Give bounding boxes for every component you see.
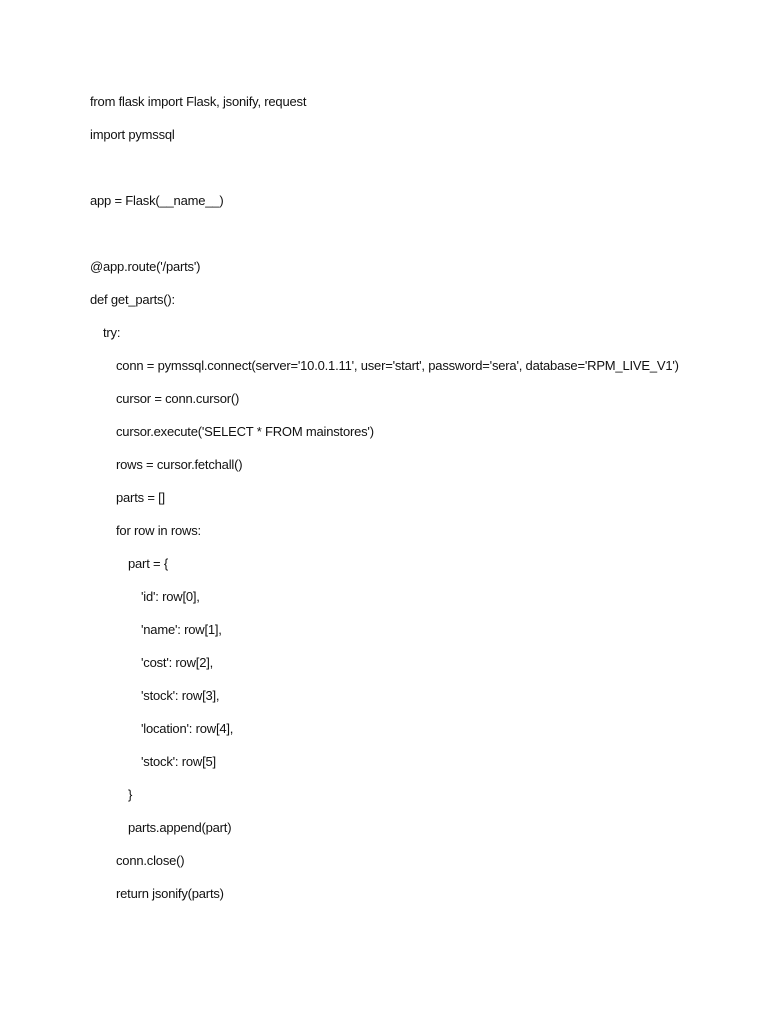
code-line-dict-cost: 'cost': row[2], — [141, 655, 214, 670]
code-line-part-dict-close: } — [128, 787, 133, 802]
code-line-try: try: — [103, 325, 121, 340]
code-line-def-get-parts: def get_parts(): — [90, 292, 175, 307]
code-line-part-dict-open: part = { — [128, 556, 168, 571]
code-line-app-init: app = Flask(__name__) — [90, 193, 224, 208]
code-line-import-flask: from flask import Flask, jsonify, request — [90, 94, 307, 109]
code-line-execute: cursor.execute('SELECT * FROM mainstores') — [116, 424, 374, 439]
code-line-dict-name: 'name': row[1], — [141, 622, 222, 637]
code-line-parts-list: parts = [] — [116, 490, 165, 505]
code-line-connect: conn = pymssql.connect(server='10.0.1.11', user='start', password='sera', database='RPM_LIVE_V1') — [116, 358, 679, 373]
code-line-route-decorator: @app.route('/parts') — [90, 259, 201, 274]
code-line-return: return jsonify(parts) — [116, 886, 224, 901]
code-line-cursor: cursor = conn.cursor() — [116, 391, 240, 406]
code-line-dict-location: 'location': row[4], — [141, 721, 234, 736]
code-line-dict-id: 'id': row[0], — [141, 589, 200, 604]
code-line-for-loop: for row in rows: — [116, 523, 201, 538]
code-line-dict-stock: 'stock': row[3], — [141, 688, 220, 703]
code-line-conn-close: conn.close() — [116, 853, 185, 868]
code-line-append: parts.append(part) — [128, 820, 232, 835]
code-line-import-pymssql: import pymssql — [90, 127, 175, 142]
code-line-dict-stock-2: 'stock': row[5] — [141, 754, 216, 769]
code-line-fetchall: rows = cursor.fetchall() — [116, 457, 243, 472]
